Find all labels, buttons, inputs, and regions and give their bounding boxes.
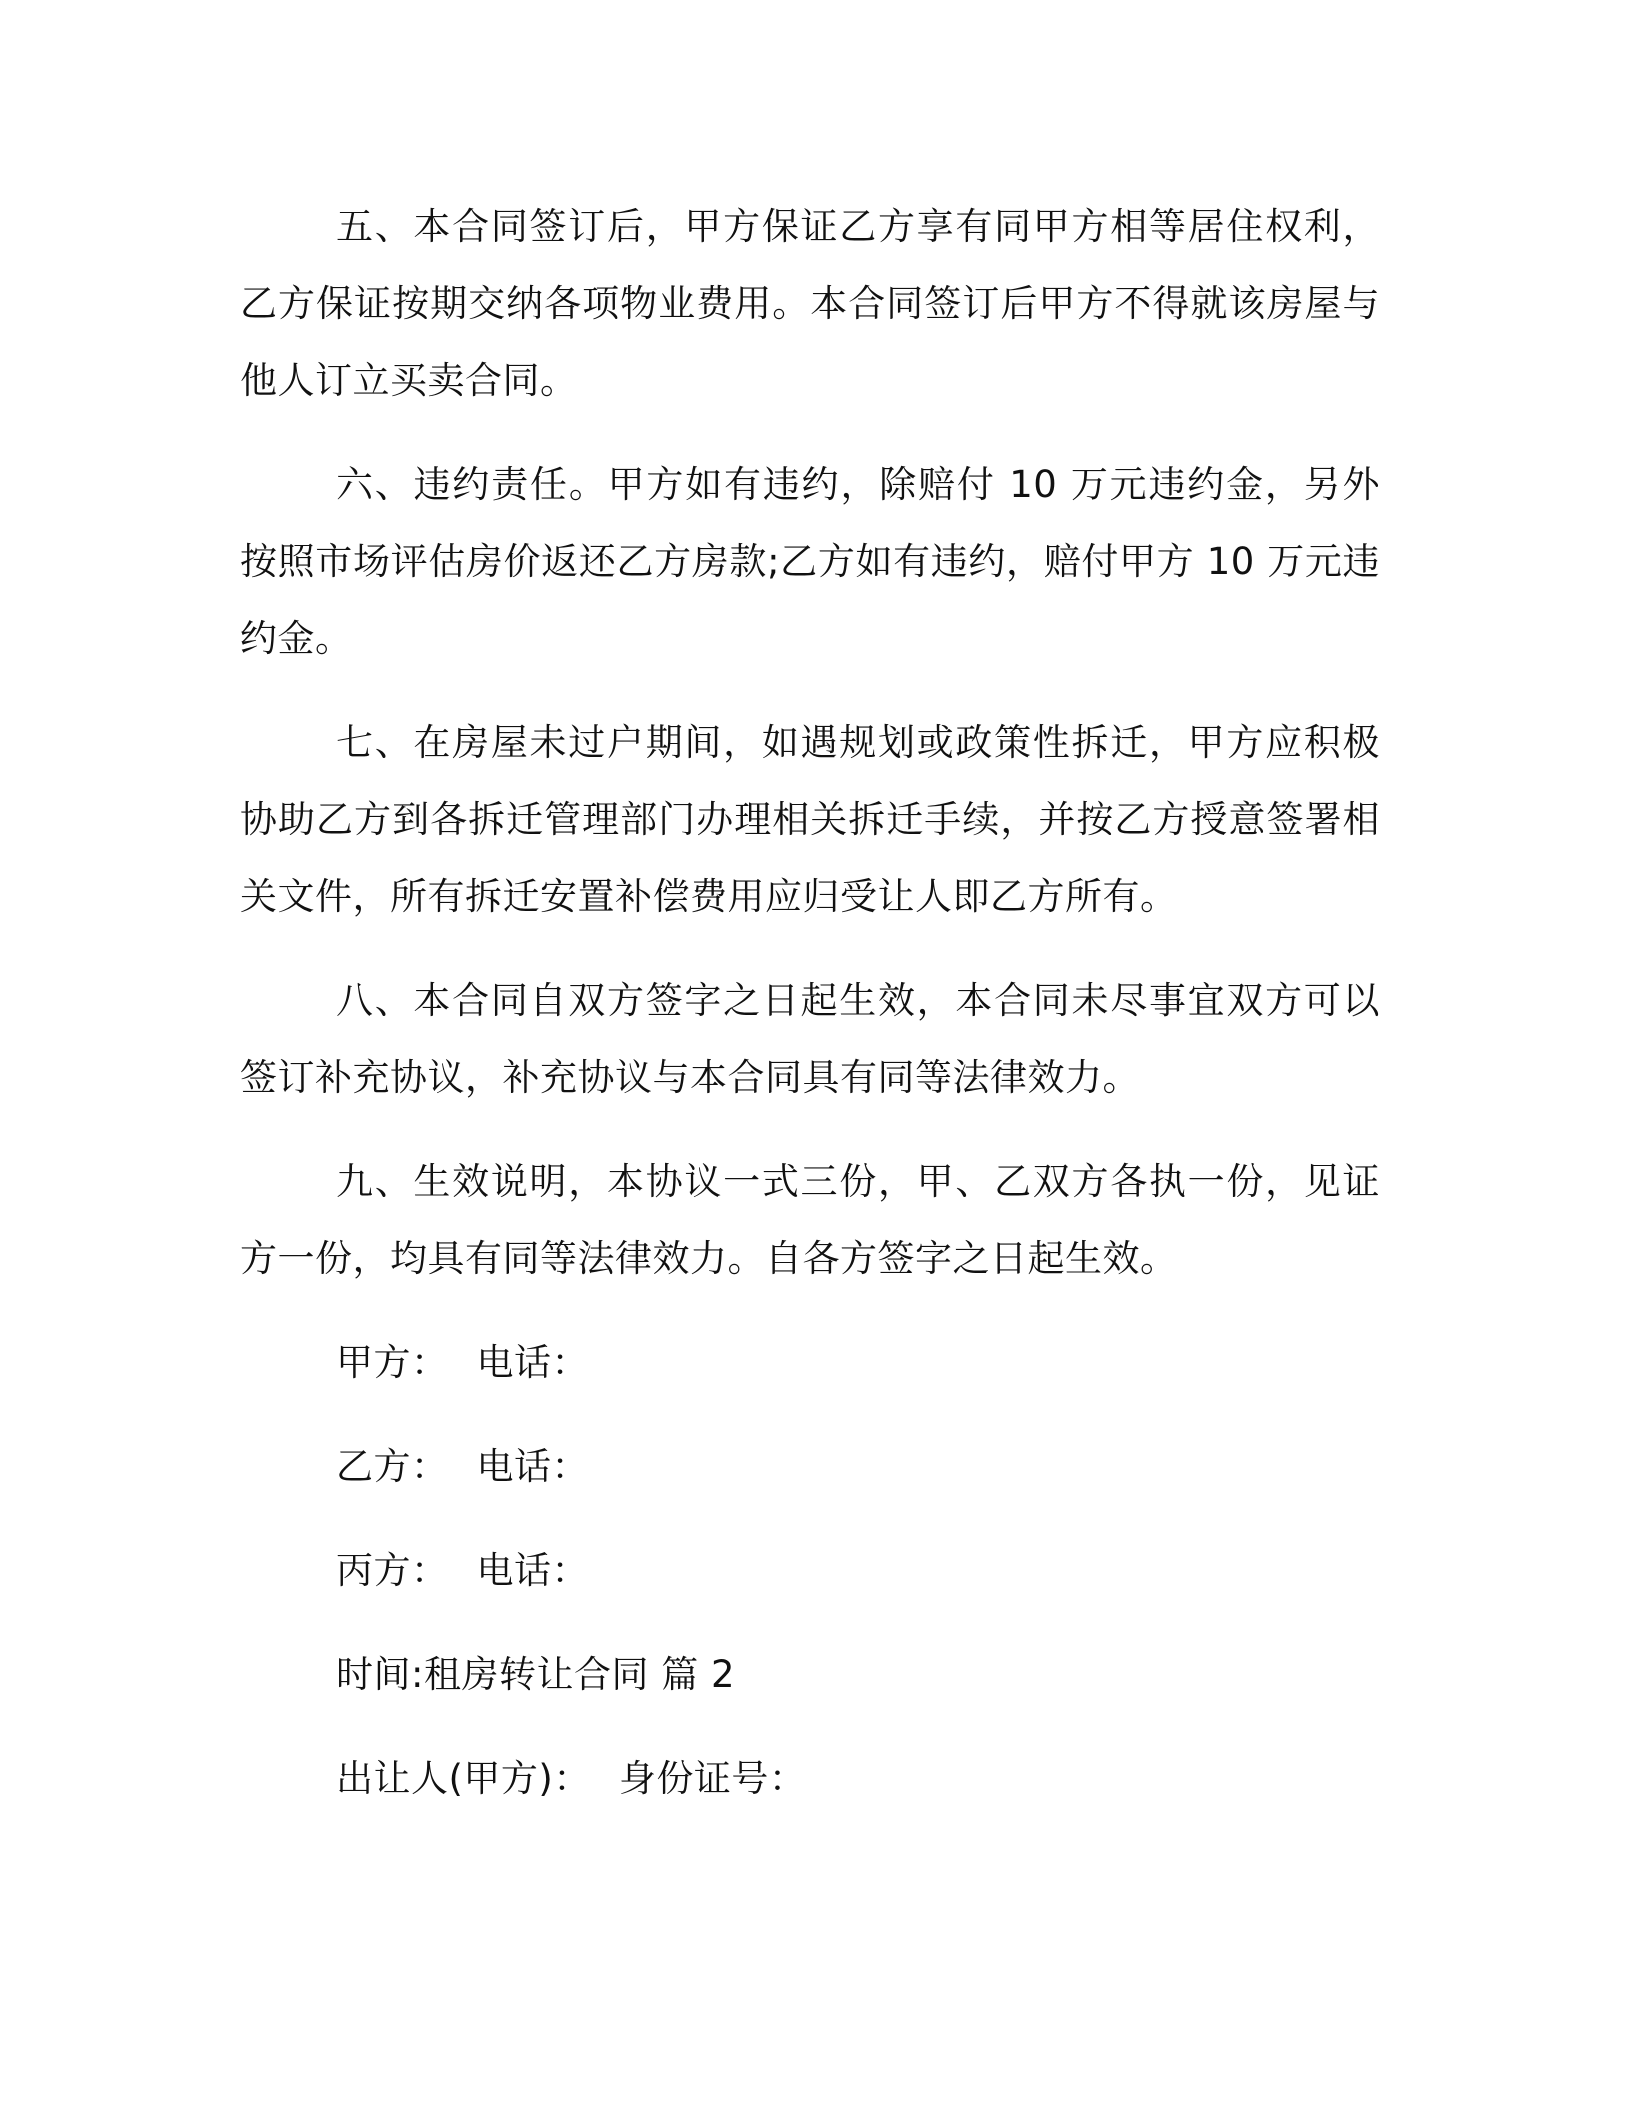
party-a-signature-line: [240, 1324, 1380, 1401]
clause-7: 七、在房屋未过户期间，如遇规划或政策性拆迁，甲方应积极协助乙方到各拆迁管理部门办理相关拆迁手续，并按乙方授意签署相关文件，所有拆迁安置补偿费用应归受让人即乙方所有。: [240, 721, 1380, 918]
document-page: [240, 188, 1380, 1844]
party-b-phone-label: 电话：: [476, 1445, 589, 1488]
party-c-label: 丙方：: [336, 1549, 449, 1592]
clause-5: 五、本合同签订后，甲方保证乙方享有同甲方相等居住权利，乙方保证按期交纳各项物业费用。本合同签订后甲方不得就该房屋与他人订立买卖合同。: [240, 205, 1380, 402]
clause-8: 八、本合同自双方签字之日起生效，本合同未尽事宜双方可以签订补充协议，补充协议与本合同具有同等法律效力。: [240, 979, 1380, 1099]
clause-9: 九、生效说明，本协议一式三份，甲、乙双方各执一份，见证方一份，均具有同等法律效力。自各方签字之日起生效。: [240, 1160, 1380, 1280]
transferor-line: [240, 1740, 1380, 1817]
party-b-label: 乙方：: [336, 1445, 449, 1488]
party-a-phone-label: 电话：: [476, 1341, 589, 1384]
clause-6: 六、违约责任。甲方如有违约，除赔付 10 万元违约金，另外按照市场评估房价返还乙方房款;乙方如有违约，赔付甲方 10 万元违约金。: [240, 463, 1380, 660]
transferor-label: 出让人(甲方)：: [336, 1757, 591, 1800]
time-line: 时间:租房转让合同 篇 2: [336, 1653, 736, 1696]
party-a-label: 甲方：: [336, 1341, 449, 1384]
party-c-signature-line: [240, 1532, 1380, 1609]
party-b-signature-line: [240, 1428, 1380, 1505]
party-c-phone-label: 电话：: [476, 1549, 589, 1592]
transferor-id-label: 身份证号：: [618, 1757, 807, 1800]
